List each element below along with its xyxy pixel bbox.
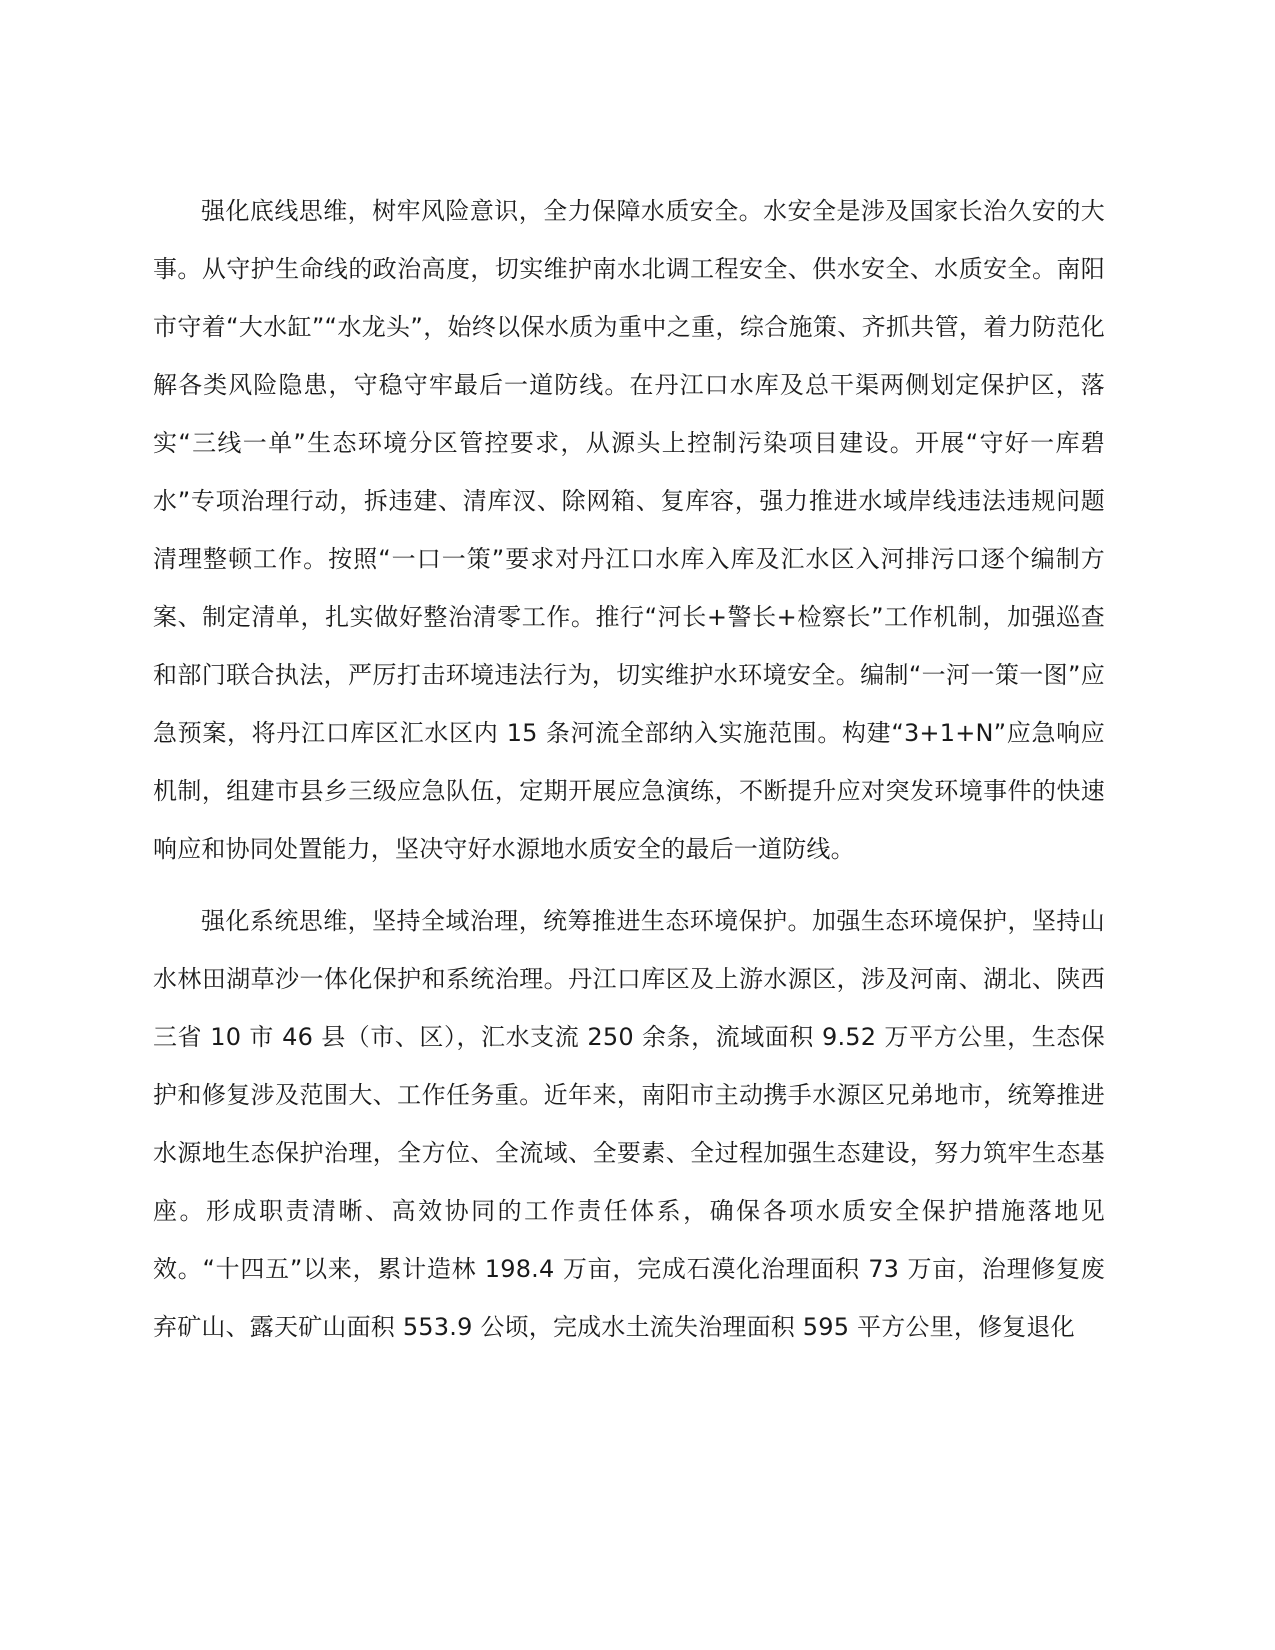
paragraph-ecological-protection: 强化系统思维，坚持全域治理，统筹推进生态环境保护。加强生态环境保护，坚持山水林田湖草沙一体化保护和系统治理。丹江口库区及上游水源区，涉及河南、湖北、陕西三省 10 市 46 县（市、区），汇水支流 250 余条，流域面积 9.52 万平方公里，生态保护和修复涉及范围大、工作任务重。近年来，南阳市主动携手水源区兄弟地市，统筹推进水源地生态保护治理，全方位、全流域、全要素、全过程加强生态建设，努力筑牢生态基座。形成职责清晰、高效协同的工作责任体系，确保各项水质安全保护措施落地见效。“十四五”以来，累计造林 198.4 万亩，完成石漠化治理面积 73 万亩，治理修复废弃矿山、露天矿山面积 553.9 公顷，完成水土流失治理面积 595 平方公里，修复退化 [153, 907, 1105, 1341]
document-body [153, 182, 1105, 1370]
paragraph-water-safety: 强化底线思维，树牢风险意识，全力保障水质安全。水安全是涉及国家长治久安的大事。从守护生命线的政治高度，切实维护南水北调工程安全、供水安全、水质安全。南阳市守着“大水缸”“水龙头”，始终以保水质为重中之重，综合施策、齐抓共管，着力防范化解各类风险隐患，守稳守牢最后一道防线。在丹江口水库及总干渠两侧划定保护区，落实“三线一单”生态环境分区管控要求，从源头上控制污染项目建设。开展“守好一库碧水”专项治理行动，拆违建、清库汊、除网箱、复库容，强力推进水域岸线违法违规问题清理整顿工作。按照“一口一策”要求对丹江口水库入库及汇水区入河排污口逐个编制方案、制定清单，扎实做好整治清零工作。推行“河长+警长+检察长”工作机制，加强巡查和部门联合执法，严厉打击环境违法行为，切实维护水环境安全。编制“一河一策一图”应急预案，将丹江口库区汇水区内 15 条河流全部纳入实施范围。构建“3+1+N”应急响应机制，组建市县乡三级应急队伍，定期开展应急演练，不断提升应对突发环境事件的快速响应和协同处置能力，坚决守好水源地水质安全的最后一道防线。 [153, 197, 1105, 863]
